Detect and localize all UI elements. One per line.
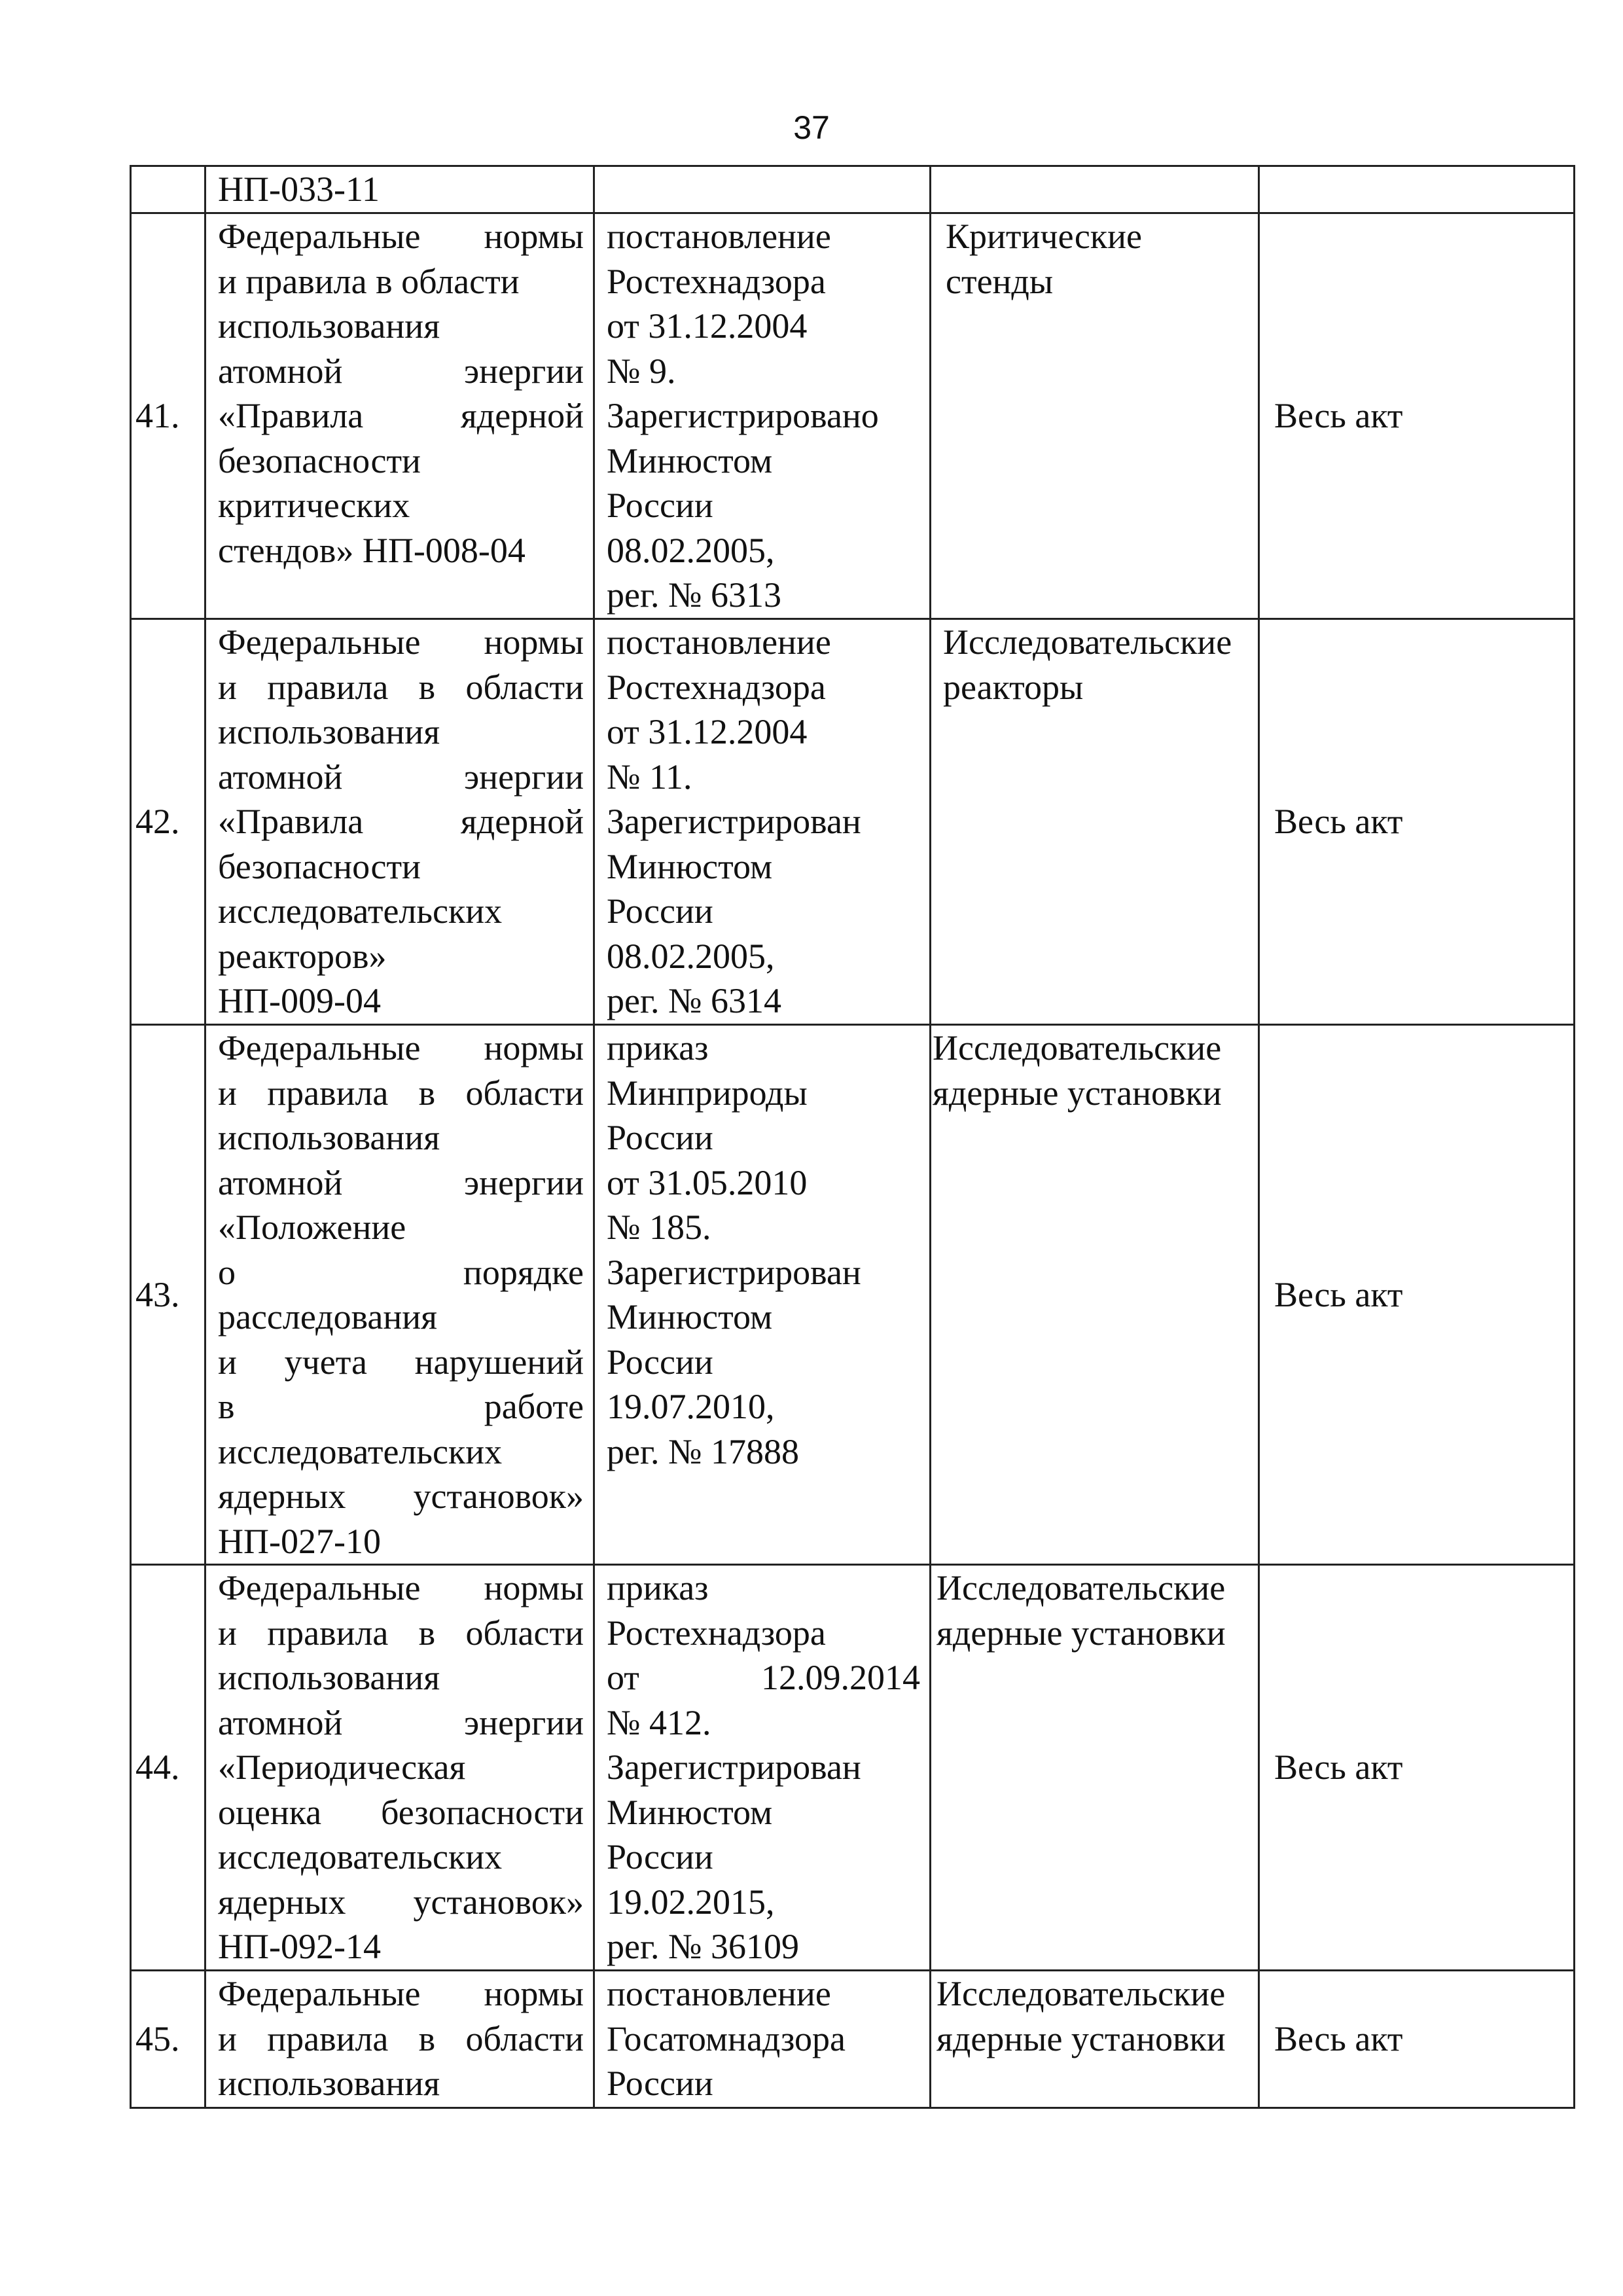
issuing-act-line: постановление [607,217,831,256]
issuing-act-line: рег. № 17888 [607,1431,800,1471]
document-name-line: ядерных установок» [218,1882,584,1922]
table-row-continuation [131,166,1575,213]
document-name-line: безопасности [218,440,421,480]
issuing-act-line: Минюстом [607,440,773,480]
scope-cell [1259,1025,1575,1565]
document-name-line: использования [218,1118,440,1157]
document-name-line: исследовательских [218,1431,503,1471]
document-name-line: «Правила ядерной [218,396,584,435]
row-number-cell [131,213,205,619]
object-line: Исследовательские [936,1974,1226,2013]
issuing-act-line: рег. № 36109 [607,1927,800,1966]
issuing-act-line: Ростехнадзора [607,667,826,707]
document-name-line: о порядке [218,1252,584,1292]
document-name-cell [205,166,594,213]
object-line: ядерные установки [936,2018,1226,2058]
document-name-line: реакторов» [218,936,387,976]
scope-cell [1259,213,1575,619]
document-name-line: Федеральные нормы [218,622,584,662]
document-name-line: Федеральные нормы [218,1568,584,1607]
issuing-act-line: России [607,2064,713,2103]
scope-text: Весь акт [1274,1748,1403,1787]
issuing-act-line: от 31.12.2004 [607,712,808,751]
issuing-act-cell [594,1971,931,2108]
issuing-act-line: приказ [607,1568,709,1607]
document-name-line: в работе [218,1387,584,1426]
object-line: Исследовательские [936,1568,1226,1607]
number-cell [131,166,205,213]
issuing-act-line: 19.07.2010, [607,1387,775,1426]
row-number: 44. [135,1748,180,1787]
issuing-act-line: 08.02.2005, [607,530,775,570]
issuing-act-cell [594,619,931,1025]
document-name-cell [205,1971,594,2108]
issuing-act-line: России [607,891,713,931]
object-line: Критические [946,217,1142,256]
document-name-line: «Правила ядерной [218,802,584,841]
issuing-act-cell [594,1025,931,1565]
object-line: Исследовательские [933,1028,1222,1067]
scope-cell [1259,619,1575,1025]
table-row [131,1025,1575,1565]
issuing-act-line: Зарегистрирован [607,1252,861,1292]
issuing-act-line: № 185. [607,1208,711,1247]
document-name-line: атомной энергии [218,1702,584,1742]
row-number-cell [131,1971,205,2108]
row-number: 41. [135,396,180,436]
object-cell [931,1971,1259,2108]
document-name-line: и правила в области [218,1073,584,1113]
object-cell [931,1025,1259,1565]
issuing-act-line: № 412. [607,1702,711,1742]
issuing-act-line: Госатомнадзора [607,2018,846,2058]
document-name-line: Федеральные нормы [218,1974,584,2013]
object-cell [931,213,1259,619]
document-name-line: НП-027-10 [218,1521,381,1561]
document-name-line: НП-092-14 [218,1927,381,1966]
issuing-act-line: постановление [607,622,831,662]
scope-cell [1259,166,1575,213]
issuing-act-line: рег. № 6314 [607,981,782,1020]
issuing-act-line: от 12.09.2014 [607,1658,920,1697]
table-row [131,1971,1575,2108]
issuing-act-line: 08.02.2005, [607,936,775,976]
row-number-cell [131,619,205,1025]
document-name-line: и правила в области [218,667,584,707]
scope-cell [1259,1565,1575,1971]
scope-text: Весь акт [1274,2019,1403,2059]
document-name-line: стендов» НП-008-04 [218,530,526,570]
issuing-act-line: № 9. [607,351,676,391]
row-number-cell [131,1025,205,1565]
table-row [131,213,1575,619]
document-name-line: «Периодическая [218,1748,466,1787]
document-name-cell [205,213,594,619]
row-number-cell [131,1565,205,1971]
issuing-act-line: Минприроды [607,1073,808,1113]
issuing-act-line: приказ [607,1028,709,1067]
document-name-line: атомной энергии [218,351,584,391]
scope-text: Весь акт [1274,802,1403,842]
document-name-line: НП-009-04 [218,981,381,1020]
object-cell [931,1565,1259,1971]
issuing-act-cell [594,213,931,619]
document-name-line: Федеральные нормы [218,217,584,256]
document-name-line: безопасности [218,846,421,886]
document-name-line: использования [218,1658,440,1697]
issuing-act-line: Ростехнадзора [607,261,826,301]
issuing-act-line: Минюстом [607,1297,773,1336]
issuing-act-line: от 31.05.2010 [607,1162,808,1202]
object-line: Исследовательские [943,622,1232,662]
object-cell [931,166,1259,213]
issuing-act-cell [594,1565,931,1971]
document-name-cell [205,619,594,1025]
document-name-cell [205,1565,594,1971]
table-row [131,619,1575,1025]
issuing-act-cell [594,166,931,213]
document-name-line: НП-033-11 [218,170,380,209]
issuing-act-line: России [607,1342,713,1382]
row-number: 45. [135,2019,180,2059]
document-name-line: расследования [218,1297,437,1336]
document-name-line: исследовательских [218,891,503,931]
object-line: ядерные установки [936,1613,1226,1653]
document-name-line: и правила в области [218,2018,584,2058]
issuing-act-line: России [607,1837,713,1876]
object-line: ядерные установки [933,1073,1222,1113]
scope-text: Весь акт [1274,1274,1403,1314]
scope-cell [1259,1971,1575,2108]
document-name-line: и учета нарушений [218,1342,584,1382]
issuing-act-line: Зарегистрирован [607,802,861,841]
document-name-line: и правила в области [218,1613,584,1653]
page-number: 37 [793,109,830,146]
object-cell [931,619,1259,1025]
issuing-act-line: постановление [607,1974,831,2013]
document-name-line: использования [218,306,440,346]
issuing-act-line: Ростехнадзора [607,1613,826,1653]
row-number: 43. [135,1274,180,1314]
object-line: реакторы [943,667,1084,707]
scope-text: Весь акт [1274,396,1403,436]
regulations-table [130,165,1575,2109]
document-name-line: критических [218,486,410,525]
document-name-line: атомной энергии [218,1162,584,1202]
issuing-act-line: рег. № 6313 [607,575,782,615]
document-name-line: оценка безопасности [218,1792,584,1832]
document-name-line: использования [218,2064,440,2103]
issuing-act-line: Зарегистрировано [607,396,879,435]
row-number: 42. [135,802,180,842]
issuing-act-line: от 31.12.2004 [607,306,808,346]
issuing-act-line: Минюстом [607,846,773,886]
document-name-line: и правила в области [218,261,520,301]
document-name-line: исследовательских [218,1837,503,1876]
issuing-act-line: Зарегистрирован [607,1748,861,1787]
table-row [131,1565,1575,1971]
issuing-act-line: России [607,1118,713,1157]
issuing-act-line: № 11. [607,757,692,797]
object-line: стенды [946,261,1054,301]
document-name-line: «Положение [218,1208,406,1247]
document-name-line: атомной энергии [218,757,584,797]
issuing-act-line: Минюстом [607,1792,773,1832]
issuing-act-line: России [607,486,713,525]
issuing-act-line: 19.02.2015, [607,1882,775,1922]
document-name-line: Федеральные нормы [218,1028,584,1067]
document-name-line: использования [218,712,440,751]
document-name-cell [205,1025,594,1565]
document-name-line: ядерных установок» [218,1477,584,1516]
